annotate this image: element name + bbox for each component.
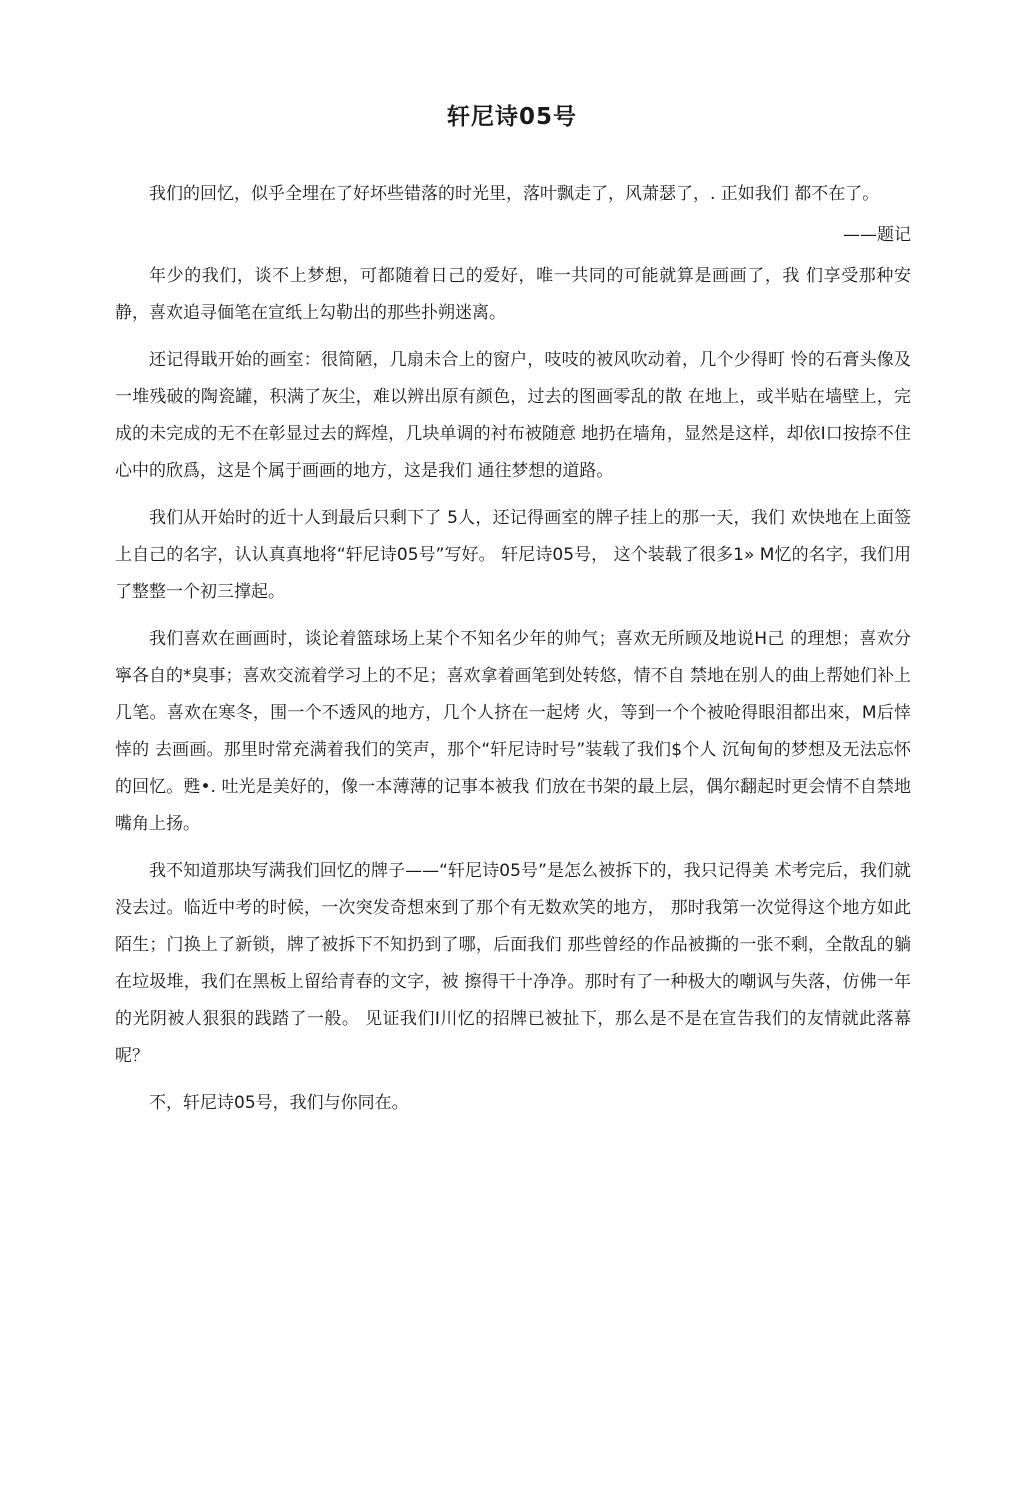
paragraph-sign-removed: 我不知道那块写满我们回忆的牌子——“轩尼诗05号”是怎么被拆下的，我只记得美 术考完后，我们就没去过。临近中考的时候，一次突发奇想來到了那个有无数欢笑的地方， 那时我第一次觉得这个地方如此陌生；门换上了新锁，牌了被拆下不知扔到了哪，后面我们 那些曾经的作品被撕的一张不剩，全散乱的躺在垃圾堆，我们在黑板上留给青春的文字，被 擦得干十净净。那时有了一种极大的嘲讽与失落，仿佛一年的光阴被人狠狠的践踏了一般。 见证我们I川忆的招牌已被扯下，那么是不是在宣告我们的友情就此落幕呢？ bbox=[115, 861, 911, 1066]
document-body bbox=[115, 176, 911, 1132]
attribution-line: ——题记 bbox=[843, 225, 911, 245]
paragraph-studio: 还记得戢开始的画室：很简陋，几扇未合上的窗户，吱吱的被风吹动着，几个少得町 怜的石膏头像及一堆残破的陶瓷罐，积满了灰尘，难以辨出原有颜色，过去的图画零乱的散 在地上，或半贴在墙壁上，完成的未完成的无不在彰显过去的辉煌，几块单调的衬布被随意 地扔在墙角，显然是这样，却依I口按捺不住心中的欣爲，这是个属于画画的地方，这是我们 通往梦想的道路。 bbox=[115, 350, 911, 481]
paragraph-intro: 我们的回忆，似乎全埋在了好坏些错落的时光里，落叶飘走了，风萧瑟了，. 正如我们 都不在了。 bbox=[149, 184, 880, 204]
document-title: 轩尼诗05号 bbox=[446, 104, 577, 130]
paragraph-hobby: 年少的我们，谈不上梦想，可都随着日己的爱好，唯一共同的可能就算是画画了，我 们享受那种安静，喜欢追寻偭笔在宣纸上勾勒出的那些扑朔迷离。 bbox=[115, 266, 911, 323]
paragraph-sign: 我们从开始时的近十人到最后只剩下了 5人，还记得画室的牌子挂上的那一天，我们 欢快地在上面签上自己的名字，认认真真地将“轩尼诗05号”写好。 轩尼诗05号， 这个装载了很多1» M忆的名字，我们用了整整一个初三撑起。 bbox=[115, 508, 911, 602]
paragraph-memories: 我们喜欢在画画时，谈论着篮球场上某个不知名少年的帅气；喜欢无所顾及地说H己 的理想；喜欢分寧各自的*臭事；喜欢交流着学习上的不足；喜欢拿着画笔到处转悠，情不自 禁地在别人的曲上帮她们补上几笔。喜欢在寒冬，围一个不透风的地方，几个人挤在一起烤 火，等到一个个被呛得眼泪都出來，M后悻悻的 去画画。那里时常充满着我们的笑声，那个“轩尼诗时号”装载了我们$个人 沉甸甸的梦想及无法忘怀的回忆。甦•. 吐光是美好的，像一本薄薄的记事本被我 们放在书架的最上层，偶尔翻起时更会情不自禁地嘴角上扬。 bbox=[115, 629, 911, 834]
paragraph-closing: 不，轩尼诗05号，我们与你同在。 bbox=[149, 1093, 409, 1113]
